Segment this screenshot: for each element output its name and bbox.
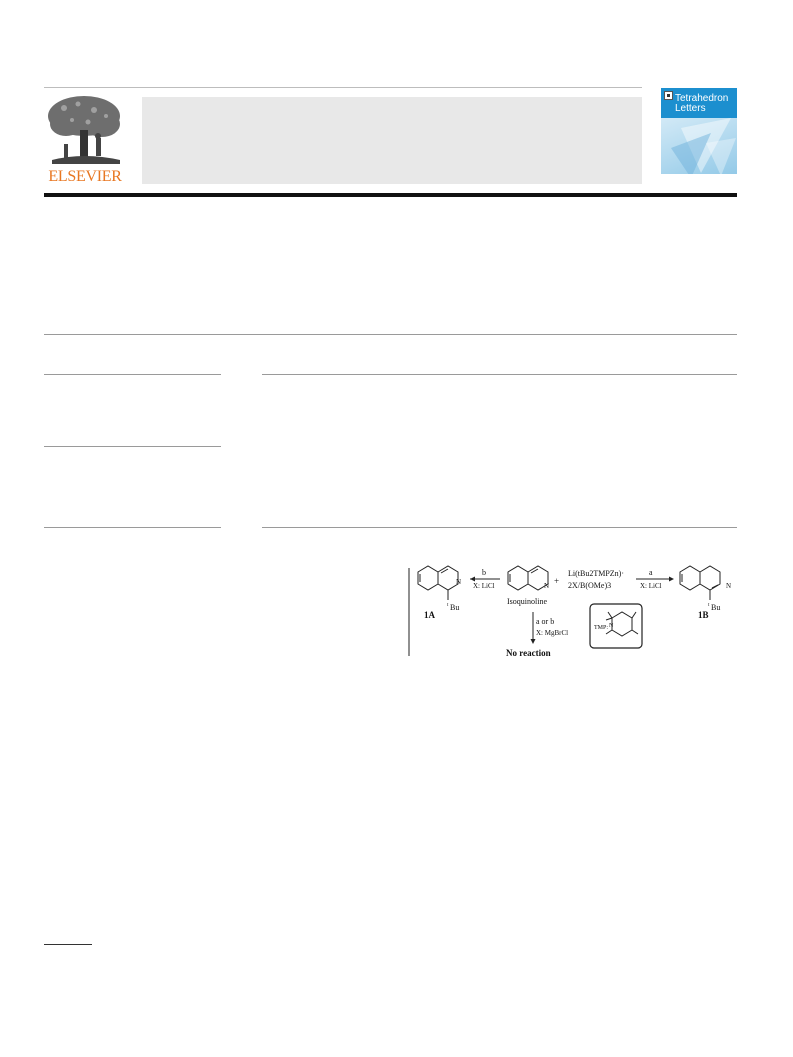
- header-top-rule: [44, 87, 642, 88]
- tree-logo-icon: [44, 94, 126, 168]
- condition-ab-label: a or b: [536, 617, 555, 626]
- no-reaction-label: No reaction: [506, 648, 551, 658]
- tbu-prefix-1A: t: [447, 603, 449, 608]
- nitrogen-label-1A: N: [456, 578, 462, 586]
- nitrogen-label-1B: N: [726, 582, 732, 590]
- reagent-line2: 2X/B(OMe)3: [568, 581, 612, 590]
- publisher-logo-text: ELSEVIER: [48, 168, 122, 185]
- tbu-label-1A: Bu: [450, 603, 460, 612]
- product-1A-label: 1A: [424, 610, 435, 620]
- abstract-rule: [262, 374, 737, 375]
- arrow-b-head: [470, 577, 475, 582]
- article-info-end-rule: [44, 527, 221, 528]
- elsevier-logo: [44, 94, 126, 186]
- structure-isoquinoline: [508, 566, 548, 590]
- header-thick-rule: [44, 193, 737, 197]
- keywords-rule: [44, 446, 221, 447]
- tbu-prefix-1B: t: [708, 603, 710, 608]
- journal-banner: [142, 97, 642, 184]
- journal-cover: [661, 88, 737, 184]
- article-divider: [44, 334, 737, 335]
- structure-1B: [680, 566, 720, 600]
- condition-b-x: X: LiCl: [473, 582, 495, 590]
- article-info-rule: [44, 374, 221, 375]
- condition-a-label: a: [649, 568, 653, 577]
- tbu-label-1B: Bu: [711, 603, 721, 612]
- structure-1A: [418, 566, 458, 600]
- product-1B-label: 1B: [698, 610, 709, 620]
- condition-a-x: X: LiCl: [640, 582, 662, 590]
- cover-title-line1: Tetrahedron: [675, 93, 729, 104]
- plus-sign: +: [554, 576, 560, 586]
- cover-title-line2: Letters: [675, 103, 706, 114]
- condition-b-label: b: [482, 568, 486, 577]
- tmp-nitrogen: N: [609, 623, 614, 629]
- cover-art-icon: [661, 88, 737, 184]
- tmp-label: TMP:: [594, 625, 609, 631]
- arrow-down-head: [531, 639, 536, 644]
- footnote-rule: [44, 944, 92, 945]
- substrate-label: Isoquinoline: [507, 597, 547, 606]
- abstract-end-rule: [262, 527, 737, 528]
- reaction-scheme: [408, 560, 738, 660]
- arrow-a-head: [669, 577, 674, 582]
- condition-ab-x: X: MgBrCl: [536, 629, 569, 637]
- nitrogen-label-substrate: N: [544, 582, 550, 590]
- cover-footer: [661, 174, 737, 184]
- reagent-line1: Li(tBu2TMPZn)·: [568, 569, 624, 578]
